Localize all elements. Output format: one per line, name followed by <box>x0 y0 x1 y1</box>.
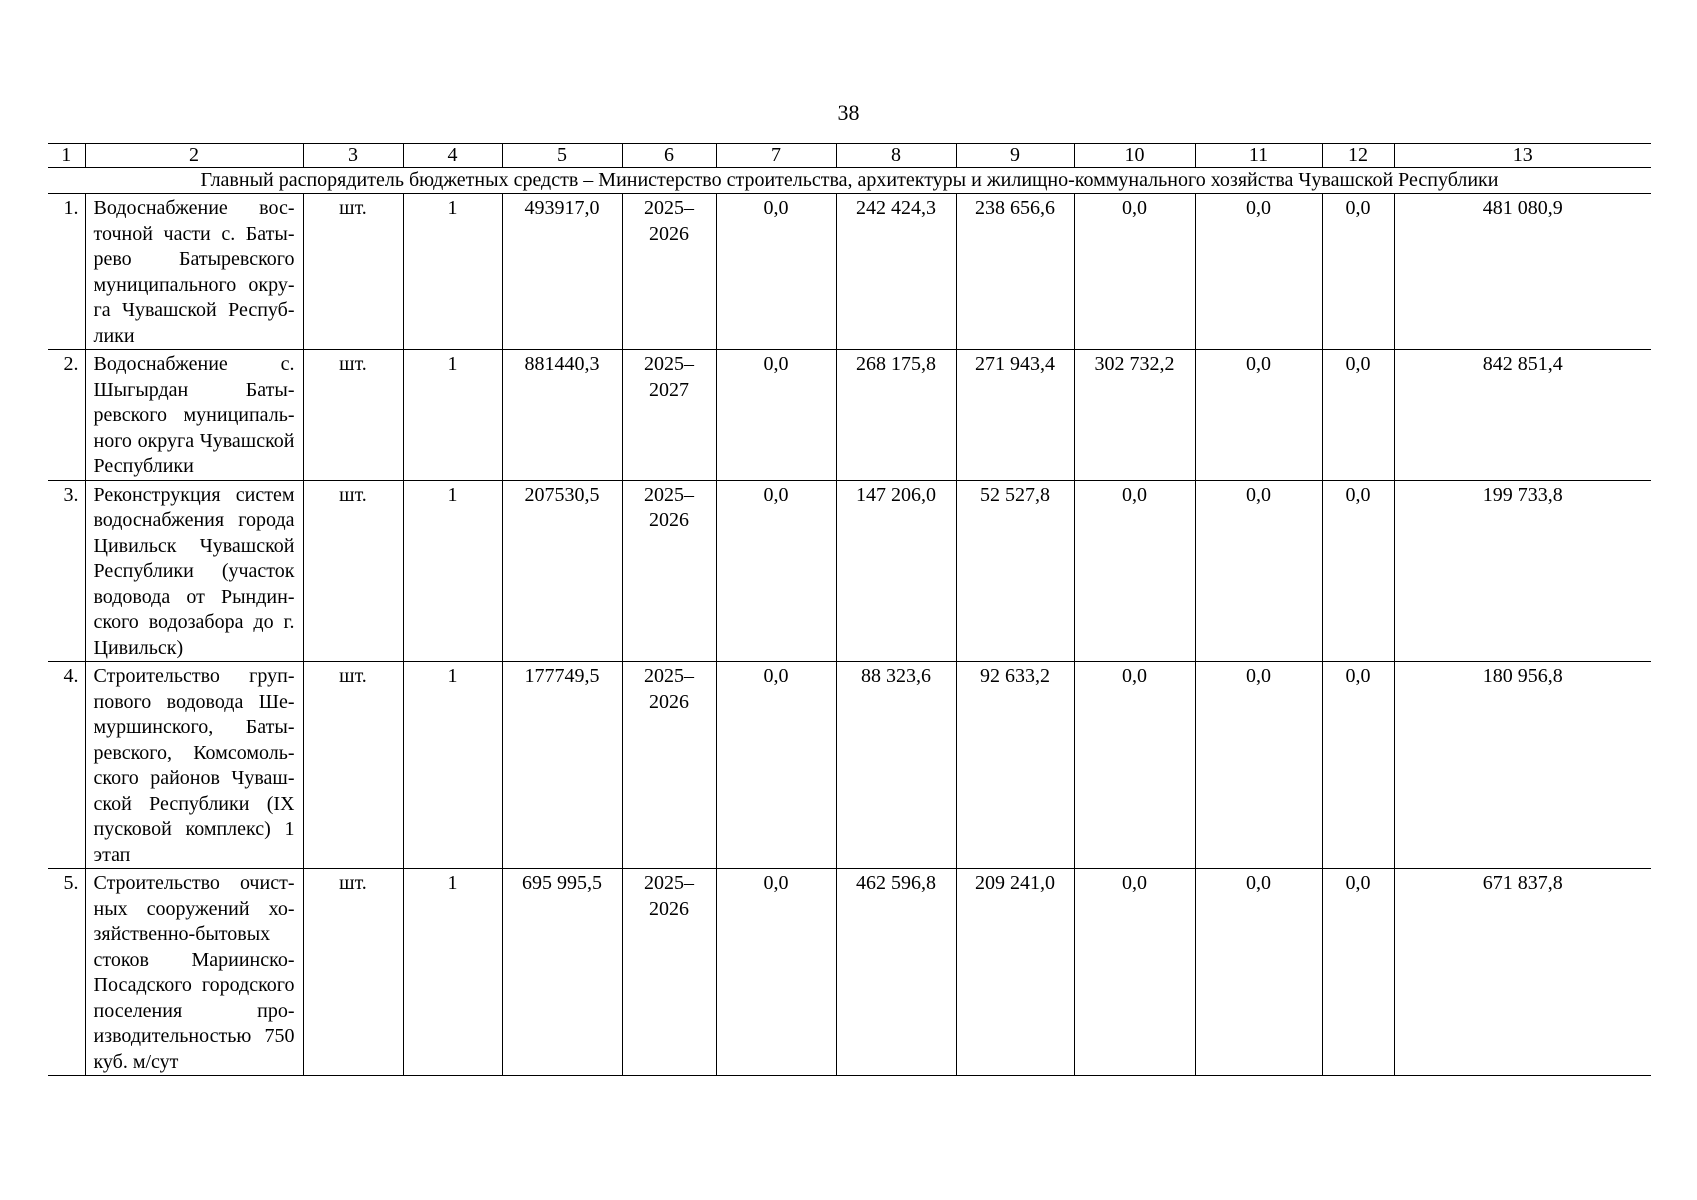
period-cell: 2025– 2027 <box>622 350 716 481</box>
cost-cell: 695 995,5 <box>502 869 622 1076</box>
object-name: Водоснабжение с. Шыгырдан Батыревского муниципального округа Чувашской Республики <box>85 350 303 481</box>
value-cell: 52 527,8 <box>956 480 1074 662</box>
column-number: 10 <box>1074 144 1195 168</box>
column-number: 1 <box>48 144 85 168</box>
page-number: 38 <box>837 100 860 125</box>
value-cell: 0,0 <box>1074 480 1195 662</box>
value-cell: 0,0 <box>1074 194 1195 350</box>
value-cell: 271 943,4 <box>956 350 1074 481</box>
object-name: Строительство группового водовода Шемуршинского, Батыревского, Комсомольского районов Чувашской Республики (IX пусковой комплекс) 1 этап <box>85 662 303 869</box>
value-cell: 0,0 <box>1195 869 1322 1076</box>
value-cell: 88 323,6 <box>836 662 956 869</box>
value-cell: 0,0 <box>716 480 836 662</box>
column-number: 11 <box>1195 144 1322 168</box>
unit-cell: шт. <box>303 194 403 350</box>
cost-cell: 177749,5 <box>502 662 622 869</box>
unit-cell: шт. <box>303 869 403 1076</box>
row-number: 3. <box>48 480 85 662</box>
value-cell: 238 656,6 <box>956 194 1074 350</box>
value-cell: 0,0 <box>1195 194 1322 350</box>
column-number: 3 <box>303 144 403 168</box>
column-number: 6 <box>622 144 716 168</box>
value-cell: 0,0 <box>1322 480 1394 662</box>
unit-cell: шт. <box>303 480 403 662</box>
quantity-cell: 1 <box>403 194 502 350</box>
period-cell: 2025– 2026 <box>622 662 716 869</box>
value-cell: 0,0 <box>1074 869 1195 1076</box>
object-name: Реконструкция систем водоснабжения города Цивильск Чувашской Республики (участок водовода от Рындинского водозабора до г. Цивильск) <box>85 480 303 662</box>
group-title: Главный распорядитель бюджетных средств – Министерство строительства, архитектуры и жилищно-коммунального хозяйства Чувашской Республики <box>48 168 1651 194</box>
value-cell: 0,0 <box>716 869 836 1076</box>
unit-cell: шт. <box>303 662 403 869</box>
period-cell: 2025– 2026 <box>622 869 716 1076</box>
total-cell: 180 956,8 <box>1394 662 1651 869</box>
column-number: 8 <box>836 144 956 168</box>
table-row <box>48 480 1651 662</box>
value-cell: 0,0 <box>1195 662 1322 869</box>
total-cell: 481 080,9 <box>1394 194 1651 350</box>
quantity-cell: 1 <box>403 869 502 1076</box>
quantity-cell: 1 <box>403 662 502 869</box>
value-cell: 268 175,8 <box>836 350 956 481</box>
group-row <box>48 168 1651 194</box>
financing-table <box>48 143 1651 1076</box>
value-cell: 209 241,0 <box>956 869 1074 1076</box>
value-cell: 0,0 <box>716 350 836 481</box>
total-cell: 842 851,4 <box>1394 350 1651 481</box>
value-cell: 0,0 <box>1322 350 1394 481</box>
value-cell: 462 596,8 <box>836 869 956 1076</box>
column-number: 7 <box>716 144 836 168</box>
column-number: 4 <box>403 144 502 168</box>
total-cell: 199 733,8 <box>1394 480 1651 662</box>
object-name: Строительство очистных сооружений хозяйственно-бытовых стоков Мариинско-Посадского городского поселения производительностью 750 куб. м/сут <box>85 869 303 1076</box>
value-cell: 0,0 <box>1322 662 1394 869</box>
object-name: Водоснабжение восточной части с. Батырево Батыревского муниципального округа Чувашской Республики <box>85 194 303 350</box>
row-number: 4. <box>48 662 85 869</box>
quantity-cell: 1 <box>403 480 502 662</box>
table-row <box>48 194 1651 350</box>
value-cell: 147 206,0 <box>836 480 956 662</box>
value-cell: 302 732,2 <box>1074 350 1195 481</box>
value-cell: 0,0 <box>1074 662 1195 869</box>
column-number: 5 <box>502 144 622 168</box>
value-cell: 0,0 <box>1322 194 1394 350</box>
column-number: 13 <box>1394 144 1651 168</box>
value-cell: 0,0 <box>716 194 836 350</box>
value-cell: 0,0 <box>1195 480 1322 662</box>
column-number-row <box>48 144 1651 168</box>
value-cell: 0,0 <box>1195 350 1322 481</box>
value-cell: 0,0 <box>716 662 836 869</box>
period-cell: 2025– 2026 <box>622 480 716 662</box>
quantity-cell: 1 <box>403 350 502 481</box>
row-number: 2. <box>48 350 85 481</box>
value-cell: 242 424,3 <box>836 194 956 350</box>
table-row <box>48 662 1651 869</box>
table-row <box>48 869 1651 1076</box>
table-row <box>48 350 1651 481</box>
column-number: 2 <box>85 144 303 168</box>
period-cell: 2025– 2026 <box>622 194 716 350</box>
value-cell: 92 633,2 <box>956 662 1074 869</box>
column-number: 12 <box>1322 144 1394 168</box>
total-cell: 671 837,8 <box>1394 869 1651 1076</box>
row-number: 5. <box>48 869 85 1076</box>
cost-cell: 493917,0 <box>502 194 622 350</box>
row-number: 1. <box>48 194 85 350</box>
column-number: 9 <box>956 144 1074 168</box>
value-cell: 0,0 <box>1322 869 1394 1076</box>
cost-cell: 207530,5 <box>502 480 622 662</box>
cost-cell: 881440,3 <box>502 350 622 481</box>
unit-cell: шт. <box>303 350 403 481</box>
